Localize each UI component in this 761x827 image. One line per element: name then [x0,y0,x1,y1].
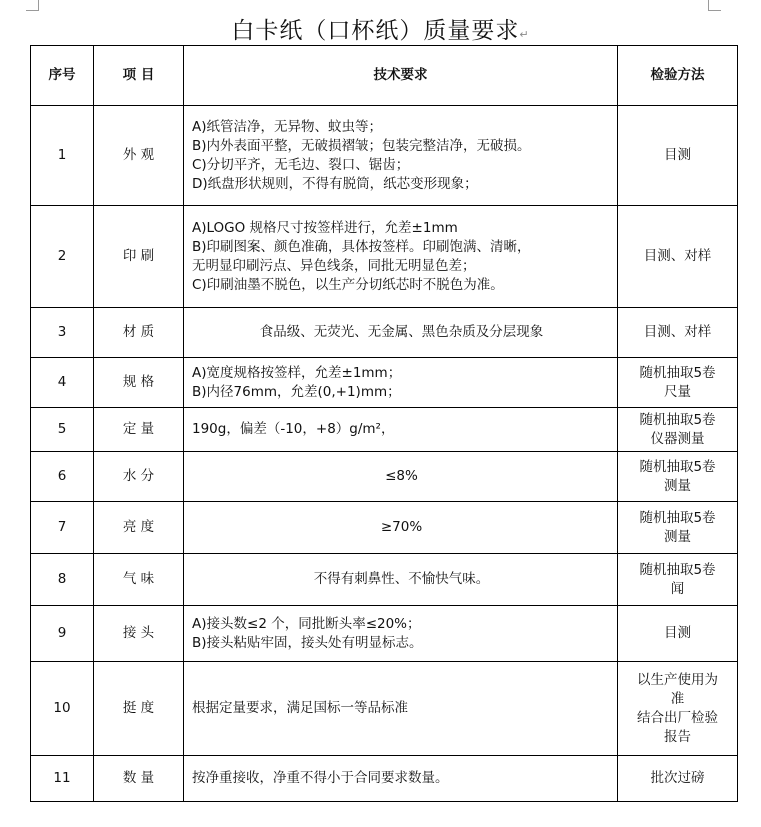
header-tech: 技术要求 [184,46,618,106]
method-line: 报告 [664,728,691,745]
header-item: 项 目 [94,46,184,106]
cell-tech [184,502,618,554]
table-row [31,106,738,206]
cell-method [618,502,738,554]
cell-seq: 8 [31,554,94,606]
tech-line: B)内径76mm，允差(0,+1)mm； [192,383,401,400]
cell-item: 挺 度 [94,662,184,756]
cell-method [618,554,738,606]
cell-tech [184,606,618,662]
tech-line: 无明显印刷污点、异色线条，同批无明显色差； [192,257,476,274]
cell-tech [184,662,618,756]
cell-tech [184,452,618,502]
tech-line: 食品级、无荧光、无金属、黑色杂质及分层现象 [259,324,544,340]
cell-method [618,452,738,502]
tech-line: D)纸盘形状规则，不得有脱筒，纸芯变形现象； [192,175,478,192]
cell-item: 外 观 [94,106,184,206]
method-line: 仪器测量 [650,430,705,447]
table-row [31,408,738,452]
method-line: 批次过磅 [650,770,705,786]
method-line: 准 [670,690,685,707]
table-row [31,554,738,606]
cell-item: 接 头 [94,606,184,662]
cell-item: 亮 度 [94,502,184,554]
cell-method [618,606,738,662]
tech-line: C)印刷油墨不脱色，以生产分切纸芯时不脱色为准。 [192,276,504,293]
cell-method [618,662,738,756]
method-line: 目测、对样 [643,324,712,340]
table-row [31,606,738,662]
method-line: 随机抽取5卷 [639,364,716,381]
method-line: 目测、对样 [643,248,712,264]
cell-tech [184,206,618,308]
cell-item: 气 味 [94,554,184,606]
header-seq: 序号 [31,46,94,106]
cell-tech [184,554,618,606]
cell-method [618,106,738,206]
document-title-text: 白卡纸（口杯纸）质量要求 [231,18,520,44]
document-title [0,12,761,45]
method-line: 随机抽取5卷 [639,411,716,428]
table-header-row [31,46,738,106]
tech-line: B)内外表面平整，无破损褶皱；包装完整洁净，无破损。 [192,137,531,154]
tech-line: C)分切平齐，无毛边、裂口、锯齿； [192,156,410,173]
tech-line: A)LOGO 规格尺寸按签样进行，允差±1mm [192,219,458,236]
paragraph-mark: ↵ [519,28,530,41]
cell-item: 定 量 [94,408,184,452]
method-line: 目测 [664,147,691,163]
cell-seq: 5 [31,408,94,452]
method-line: 测量 [664,477,691,494]
cell-seq: 1 [31,106,94,206]
method-line: 随机抽取5卷 [639,509,716,526]
tech-line: ≤8% [385,468,418,484]
cell-seq: 9 [31,606,94,662]
cell-method [618,358,738,408]
method-line: 测量 [664,528,691,545]
table-row [31,206,738,308]
table-row [31,756,738,802]
tech-line: B)印刷图案、颜色准确，具体按签样。印刷饱满、清晰， [192,238,531,255]
cell-item: 数 量 [94,756,184,802]
method-line: 随机抽取5卷 [639,561,716,578]
cell-seq: 3 [31,308,94,358]
cell-item: 印 刷 [94,206,184,308]
cell-item: 材 质 [94,308,184,358]
tech-line: ≥70% [380,519,423,535]
method-line: 尺量 [664,383,691,400]
table-row [31,662,738,756]
table-row [31,502,738,554]
tech-line: A)宽度规格按签样，允差±1mm； [192,364,402,381]
table-row [31,358,738,408]
tech-line: 按净重接收，净重不得小于合同要求数量。 [192,770,449,786]
cell-tech [184,106,618,206]
cell-seq: 4 [31,358,94,408]
cell-seq: 11 [31,756,94,802]
table-row [31,308,738,358]
cell-tech [184,756,618,802]
tech-line: 190g，偏差（-10，+8）g/m²， [192,421,395,437]
cell-seq: 6 [31,452,94,502]
page-corner-mark-right [708,0,721,11]
method-line: 闻 [670,580,685,597]
method-line: 随机抽取5卷 [639,458,716,475]
cell-seq: 2 [31,206,94,308]
header-method: 检验方法 [618,46,738,106]
tech-line: 根据定量要求，满足国标一等品标准 [192,700,408,716]
cell-item: 规 格 [94,358,184,408]
cell-method [618,756,738,802]
cell-seq: 7 [31,502,94,554]
page-corner-mark-left [26,0,39,11]
tech-line: A)接头数≤2 个，同批断头率≤20%； [192,615,421,632]
tech-line: A)纸管洁净，无异物、蚊虫等； [192,118,383,135]
tech-line: B)接头粘贴牢固，接头处有明显标志。 [192,634,423,651]
cell-tech [184,408,618,452]
cell-item: 水 分 [94,452,184,502]
method-line: 结合出厂检验 [637,709,718,726]
tech-line: 不得有刺鼻性、不愉快气味。 [313,571,490,587]
method-line: 目测 [664,625,691,641]
cell-method [618,206,738,308]
method-line: 以生产使用为 [637,671,718,688]
cell-tech [184,358,618,408]
table-row [31,452,738,502]
cell-method [618,308,738,358]
cell-seq: 10 [31,662,94,756]
quality-requirements-table [30,45,738,802]
cell-method [618,408,738,452]
cell-tech [184,308,618,358]
